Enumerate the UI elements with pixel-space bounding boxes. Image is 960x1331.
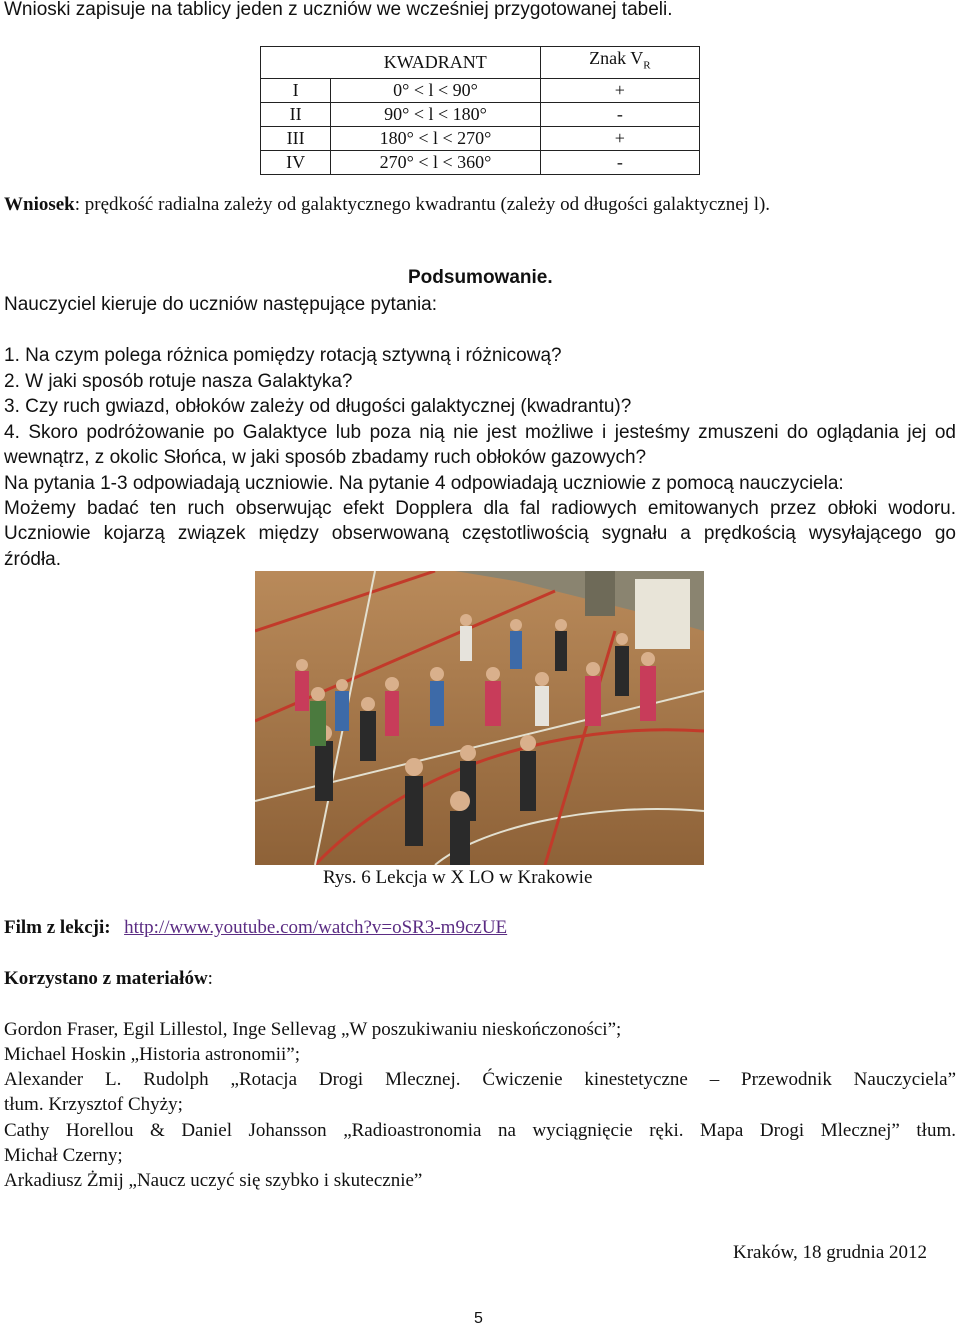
answer-line-2: Możemy badać ten ruch obserwując efekt Dopplera dla fal radiowych emitowanych przez obłoki wodoru. bbox=[4, 498, 956, 519]
header-sign: Znak $V_R$ bbox=[540, 47, 699, 79]
table-header-row bbox=[261, 47, 700, 79]
question-4-line2: wewnątrz, z okolic Słońca, w jaki sposób zbadamy ruch obłoków gazowych? bbox=[4, 447, 647, 468]
reference-2: Michael Hoskin „Historia astronomii”; bbox=[4, 1044, 301, 1065]
header-quadrant: KWADRANT bbox=[331, 47, 540, 79]
answer-line-3: Uczniowie kojarzą związek między obserwowaną częstotliwością sygnału a prędkością wysyłającego go bbox=[4, 523, 956, 544]
table-row: IV 270° < l < 360° - bbox=[261, 150, 700, 174]
reference-4-line2: Michał Czerny; bbox=[4, 1145, 123, 1166]
answer-line-4: źródła. bbox=[4, 549, 62, 570]
film-link[interactable]: http://www.youtube.com/watch?v=oSR3-m9czUE bbox=[124, 917, 508, 938]
question-1: 1. Na czym polega różnica pomiędzy rotacją sztywną i różnicową? bbox=[4, 345, 562, 366]
table-row: III 180° < l < 270° + bbox=[261, 126, 700, 150]
page-number: 5 bbox=[474, 1310, 483, 1327]
quadrant-table bbox=[260, 46, 700, 175]
reference-3-line1: Alexander L. Rudolph „Rotacja Drogi Mlecznej. Ćwiczenie kinestetyczne – Przewodnik Nauczyciela” bbox=[4, 1069, 956, 1090]
answer-line-1: Na pytania 1-3 odpowiadają uczniowie. Na pytanie 4 odpowiadają uczniowie z pomocą nauczyciela: bbox=[4, 473, 844, 494]
conclusion: Wniosek: prędkość radialna zależy od galaktycznego kwadrantu (zależy od długości galaktycznej l). bbox=[4, 194, 771, 215]
materials-heading: Korzystano z materiałów: bbox=[4, 968, 213, 989]
reference-4-line1: Cathy Horellou & Daniel Johansson „Radioastronomia na wyciągnięcie ręki. Mapa Drogi Mlecznej” tłum. bbox=[4, 1120, 956, 1141]
reference-1: Gordon Fraser, Egil Lillestol, Inge Sellevag „W poszukiwaniu nieskończoności”; bbox=[4, 1019, 622, 1040]
place-date: Kraków, 18 grudnia 2012 bbox=[733, 1242, 928, 1263]
table-row: I 0° < l < 90° + bbox=[261, 78, 700, 102]
reference-5: Arkadiusz Żmij „Naucz uczyć się szybko i skutecznie” bbox=[4, 1170, 423, 1191]
lesson-photo bbox=[255, 571, 704, 865]
table-row: II 90° < l < 180° - bbox=[261, 102, 700, 126]
teacher-line: Nauczyciel kieruje do uczniów następujące pytania: bbox=[4, 294, 438, 315]
film-label: Film z lekcji: bbox=[4, 917, 111, 938]
reference-3-line2: tłum. Krzysztof Chyży; bbox=[4, 1094, 183, 1115]
summary-heading: Podsumowanie. bbox=[408, 267, 553, 288]
film-line bbox=[4, 917, 507, 939]
intro-text: Wnioski zapisuje na tablicy jeden z uczniów we wcześniej przygotowanej tabeli. bbox=[4, 0, 673, 20]
figure-caption: Rys. 6 Lekcja w X LO w Krakowie bbox=[323, 867, 593, 888]
question-3: 3. Czy ruch gwiazd, obłoków zależy od długości galaktycznej (kwadrantu)? bbox=[4, 396, 632, 417]
question-4-line1: 4. Skoro podróżowanie po Galaktyce lub poza nią nie jest możliwe i jesteśmy zmuszeni do oglądania jej od bbox=[4, 422, 956, 443]
question-2: 2. W jaki sposób rotuje nasza Galaktyka? bbox=[4, 371, 353, 392]
